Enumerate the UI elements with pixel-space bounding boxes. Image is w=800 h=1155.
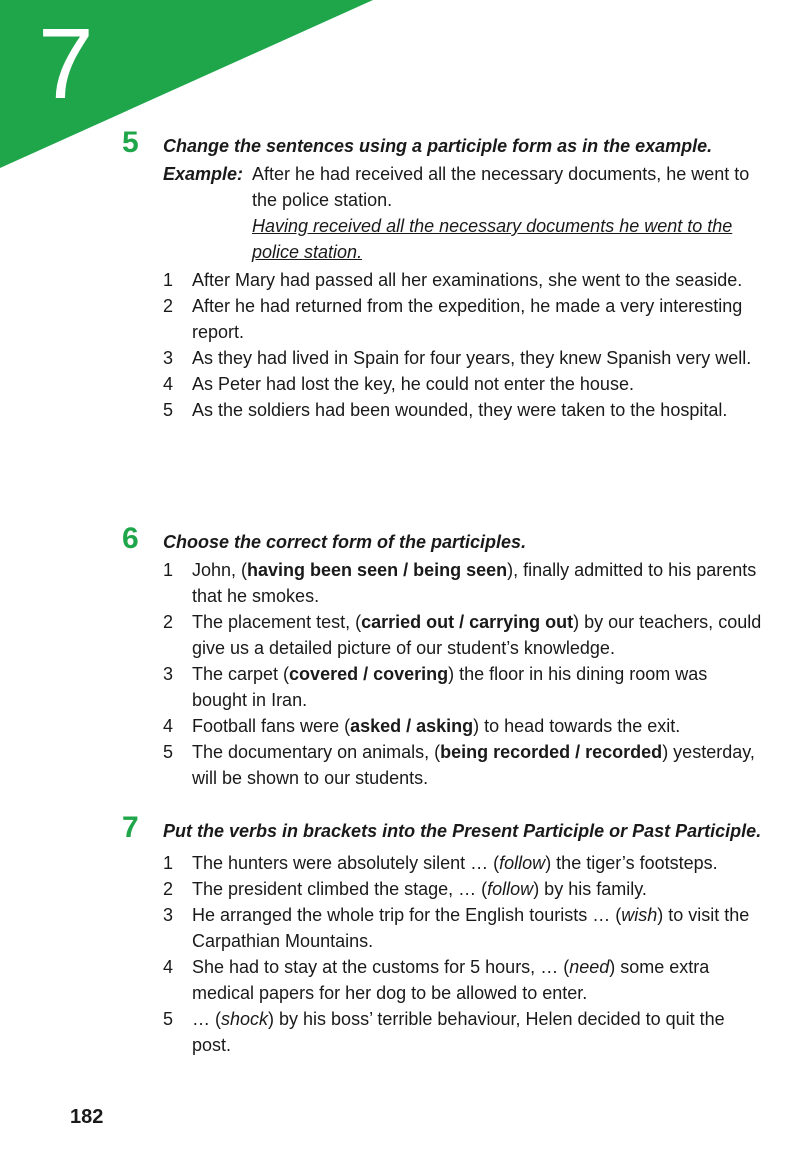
- exercise-7: [122, 811, 762, 1058]
- example-block: [163, 161, 762, 265]
- exercise-number: 5: [122, 126, 139, 159]
- example-answer: Having received all the necessary documents he went to the police station.: [252, 216, 733, 262]
- list-item: 4 Football fans were (asked / asking) to head towards the exit.: [163, 716, 681, 736]
- page-number: 182: [70, 1106, 104, 1128]
- exercise-number: 7: [122, 811, 139, 844]
- list-item: 1 After Mary had passed all her examinations, she went to the seaside.: [163, 270, 743, 290]
- list-item: 4 As Peter had lost the key, he could not enter the house.: [163, 374, 634, 394]
- exercise-instruction: Choose the correct form of the participles.: [163, 532, 527, 552]
- exercise-6-list: [122, 557, 762, 791]
- exercise-7-list: [122, 850, 762, 1058]
- list-item: 3 The carpet (covered / covering) the floor in his dining room was bought in Iran.: [163, 664, 708, 710]
- list-item: 1 John, (having been seen / being seen), finally admitted to his parents that he smokes.: [163, 560, 757, 606]
- list-item: 1 The hunters were absolutely silent … (follow) the tiger’s footsteps.: [163, 853, 718, 873]
- list-item: 3 He arranged the whole trip for the English tourists … (wish) to visit the Carpathian Mountains.: [163, 905, 750, 951]
- exercise-5: [122, 126, 762, 423]
- exercise-instruction: Change the sentences using a participle form as in the example.: [163, 136, 713, 156]
- exercise-number: 6: [122, 522, 139, 555]
- list-item: 4 She had to stay at the customs for 5 hours, … (need) some extra medical papers for her dog to be allowed to enter.: [163, 957, 710, 1003]
- list-item: 5 As the soldiers had been wounded, they were taken to the hospital.: [163, 400, 728, 420]
- chapter-number: 7: [38, 8, 94, 120]
- list-item: 5 … (shock) by his boss’ terrible behaviour, Helen decided to quit the post.: [163, 1009, 725, 1055]
- example-label: Example:: [163, 164, 244, 184]
- list-item: 2 The president climbed the stage, … (follow) by his family.: [163, 879, 647, 899]
- list-item: 5 The documentary on animals, (being recorded / recorded) yesterday, will be shown to our students.: [163, 742, 755, 788]
- list-item: 2 The placement test, (carried out / carrying out) by our teachers, could give us a detailed picture of our student’s knowledge.: [163, 612, 762, 658]
- list-item: 3 As they had lived in Spain for four years, they knew Spanish very well.: [163, 348, 752, 368]
- list-item: 2 After he had returned from the expedition, he made a very interesting report.: [163, 296, 743, 342]
- exercise-5-list: [122, 267, 762, 423]
- exercise-instruction: Put the verbs in brackets into the Present Participle or Past Participle.: [163, 821, 762, 841]
- exercise-6: [122, 522, 762, 791]
- example-sentence: After he had received all the necessary documents, he went to the police station.: [252, 164, 750, 210]
